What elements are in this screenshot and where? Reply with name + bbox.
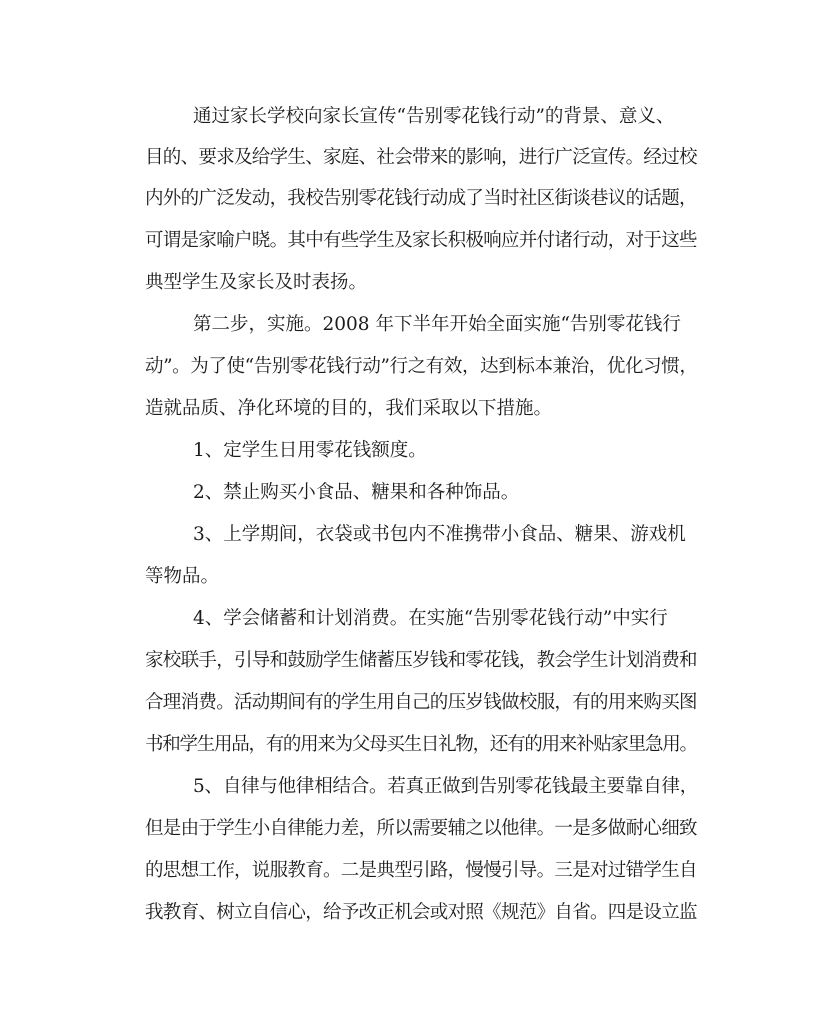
paragraph-1-line-3: 内外的广泛发动，我校告别零花钱行动成了当时社区街谈巷议的话题， bbox=[145, 188, 697, 209]
measure-5-line-3: 的思想工作，说服教育。二是典型引路，慢慢引导。三是对过错学生自 bbox=[145, 860, 697, 881]
paragraph-1-line-2: 目的、要求及给学生、家庭、社会带来的影响，进行广泛宣传。经过校 bbox=[145, 147, 697, 168]
measure-4-line-1: 4、学会储蓄和计划消费。在实施“告别零花钱行动”中实行 bbox=[193, 608, 668, 629]
measure-5-line-1: 5、自律与他律相结合。若真正做到告别零花钱最主要靠自律， bbox=[193, 776, 699, 797]
measure-3-line-2: 等物品。 bbox=[145, 566, 220, 587]
measure-2: 2、禁止购买小食品、糖果和各种饰品。 bbox=[193, 482, 520, 503]
measure-4-line-3: 合理消费。活动期间有的学生用自己的压岁钱做校服，有的用来购买图 bbox=[145, 692, 697, 713]
paragraph-1-line-5: 典型学生及家长及时表扬。 bbox=[145, 272, 368, 293]
paragraph-1-line-1: 通过家长学校向家长宣传“告别零花钱行动”的背景、意义、 bbox=[193, 106, 675, 127]
measure-4-line-4: 书和学生用品，有的用来为父母买生日礼物，还有的用来补贴家里急用。 bbox=[145, 734, 697, 755]
paragraph-2-line-3: 造就品质、净化环境的目的，我们采取以下措施。 bbox=[145, 398, 553, 419]
paragraph-1-line-4: 可谓是家喻户晓。其中有些学生及家长积极响应并付诸行动，对于这些 bbox=[145, 230, 697, 251]
measure-4-line-2: 家校联手，引导和鼓励学生储蓄压岁钱和零花钱，教会学生计划消费和 bbox=[145, 650, 697, 671]
paragraph-2-line-1: 第二步，实施。2008 年下半年开始全面实施“告别零花钱行 bbox=[193, 314, 681, 335]
measure-3-line-1: 3、上学期间，衣袋或书包内不准携带小食品、糖果、游戏机 bbox=[193, 524, 686, 545]
paragraph-2-line-2: 动”。为了使“告别零花钱行动”行之有效，达到标本兼治，优化习惯， bbox=[145, 356, 698, 377]
measure-5-line-4: 我教育、树立自信心，给予改正机会或对照《规范》自省。四是设立监 bbox=[145, 902, 697, 923]
measure-5-line-2: 但是由于学生小自律能力差，所以需要辅之以他律。一是多做耐心细致 bbox=[145, 818, 697, 839]
measure-1: 1、定学生日用零花钱额度。 bbox=[193, 440, 427, 461]
